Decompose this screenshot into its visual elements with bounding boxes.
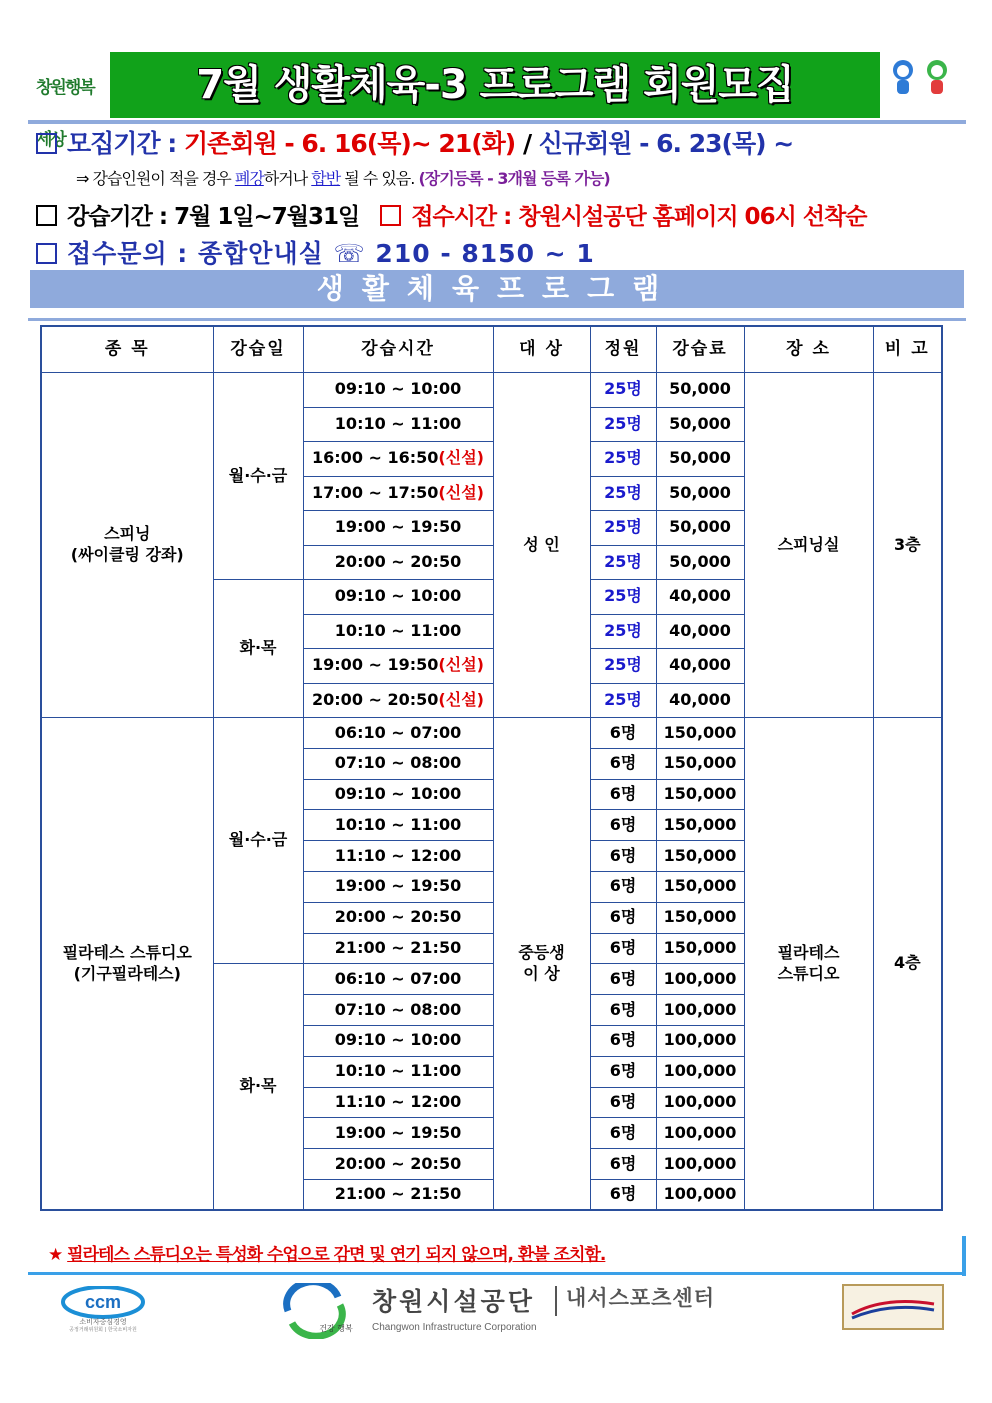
capacity-cell: 6명 (590, 841, 656, 872)
table-header-row (41, 326, 942, 373)
program-table (40, 325, 943, 1211)
place-cell (744, 373, 873, 718)
program-subname: (싸이클링 강좌) (70, 545, 184, 564)
capacity-cell: 6명 (590, 933, 656, 964)
class-time-cell (303, 683, 493, 718)
header-cell: 비 고 (873, 326, 942, 373)
fee-cell: 150,000 (656, 810, 744, 841)
divider (28, 318, 966, 321)
class-time: 07:10 ~ 08:00 (334, 999, 462, 1019)
program-name-cell (41, 718, 213, 1211)
recruit-period: 모집기간 : 기존회원 - 6. 16(목)~ 21(화) / 신규회원 - 6. 23(목) ~ (36, 124, 793, 160)
capacity-cell: 25명 (590, 442, 656, 477)
fee-cell: 50,000 (656, 407, 744, 442)
header-cell: 대 상 (493, 326, 590, 373)
fee-cell: 40,000 (656, 649, 744, 684)
class-time-cell (303, 580, 493, 615)
class-time-cell (303, 995, 493, 1026)
refund-note: ★ 필라테스 스튜디오는 특성화 수업으로 감면 및 연기 되지 않으며, 환불 조치함. (48, 1245, 606, 1265)
capacity-cell: 6명 (590, 779, 656, 810)
class-time-cell (303, 841, 493, 872)
fee-cell: 100,000 (656, 1087, 744, 1118)
note-cell: 3층 (873, 373, 942, 718)
capacity-cell: 6명 (590, 964, 656, 995)
divider (28, 1272, 966, 1275)
new-class-tag: (신설) (438, 655, 484, 675)
checkbox-icon (36, 243, 57, 264)
fee-cell: 150,000 (656, 748, 744, 779)
place-cell (744, 718, 873, 1211)
fee-cell: 50,000 (656, 442, 744, 477)
fee-cell: 100,000 (656, 1025, 744, 1056)
capacity-cell: 6명 (590, 1087, 656, 1118)
class-time: 20:00 ~ 20:50 (334, 1153, 462, 1173)
capacity-cell: 25명 (590, 476, 656, 511)
class-time: 10:10 ~ 11:00 (334, 814, 462, 834)
place: 스피닝실 (777, 534, 840, 554)
target: 중등생 (518, 942, 565, 962)
table-row (41, 718, 942, 749)
center-name: 내서스포츠센터 (566, 1286, 716, 1310)
class-time-cell (303, 407, 493, 442)
capacity-cell: 6명 (590, 810, 656, 841)
program-name: 필라테스 스튜디오 (62, 942, 192, 962)
header-cell: 강습료 (656, 326, 744, 373)
target-cell (493, 718, 590, 1211)
class-time-cell (303, 1056, 493, 1087)
target: 성 인 (523, 534, 560, 554)
class-time-cell (303, 1149, 493, 1180)
place: 필라테스 (777, 942, 840, 962)
class-time-cell (303, 476, 493, 511)
corporation-logo-icon (278, 1283, 354, 1339)
capacity-cell: 6명 (590, 1056, 656, 1087)
city-logo: 창원행복세상 (36, 78, 94, 150)
class-time-cell (303, 810, 493, 841)
fee-cell: 100,000 (656, 1179, 744, 1210)
class-time: 09:10 ~ 10:00 (334, 379, 462, 399)
fee-cell: 100,000 (656, 1149, 744, 1180)
divider (555, 1286, 557, 1316)
recruit-notice: ⇒ 강습인원이 적을 경우 폐강하거나 합반 될 수 있음. (장기등록 - 3개월 등록 가능) (76, 169, 610, 188)
fee-cell: 100,000 (656, 1118, 744, 1149)
fee-cell: 100,000 (656, 1056, 744, 1087)
note-cell: 4층 (873, 718, 942, 1211)
class-time: 10:10 ~ 11:00 (334, 1061, 462, 1081)
capacity-cell: 6명 (590, 1179, 656, 1210)
place-line2: 스튜디오 (777, 963, 840, 983)
organization-name: 창원시설공단 (372, 1287, 535, 1316)
class-time-cell (303, 614, 493, 649)
svg-text:공정거래위원회 | 한국소비자원: 공정거래위원회 | 한국소비자원 (69, 1327, 137, 1332)
capacity-cell: 25명 (590, 511, 656, 546)
class-time: 17:00 ~ 17:50 (312, 482, 439, 502)
class-time-cell (303, 1179, 493, 1210)
capacity-cell: 6명 (590, 871, 656, 902)
class-days-cell: 월·수·금 (213, 718, 303, 964)
class-time: 10:10 ~ 11:00 (334, 620, 462, 640)
capacity-cell: 25명 (590, 545, 656, 580)
capacity-cell: 25명 (590, 580, 656, 615)
capacity-cell: 6명 (590, 748, 656, 779)
header-cell: 종 목 (41, 326, 213, 373)
svg-text:소비자중심경영: 소비자중심경영 (79, 1318, 127, 1326)
fee-cell: 150,000 (656, 718, 744, 749)
class-time: 10:10 ~ 11:00 (334, 413, 462, 433)
fee-cell: 150,000 (656, 841, 744, 872)
capacity-cell: 6명 (590, 1025, 656, 1056)
class-days-cell: 화·목 (213, 580, 303, 718)
capacity-cell: 25명 (590, 373, 656, 408)
class-time: 21:00 ~ 21:50 (334, 1184, 462, 1204)
class-time: 20:00 ~ 20:50 (312, 689, 439, 709)
page-title: 7월 생활체육-3 프로그램 회원모집 (110, 52, 880, 118)
class-time-cell (303, 373, 493, 408)
new-class-tag: (신설) (438, 482, 484, 502)
class-time-cell (303, 933, 493, 964)
class-time: 11:10 ~ 12:00 (334, 1092, 462, 1112)
capacity-cell: 25명 (590, 407, 656, 442)
fee-cell: 150,000 (656, 902, 744, 933)
class-time: 09:10 ~ 10:00 (334, 586, 462, 606)
class-time: 06:10 ~ 07:00 (334, 722, 462, 742)
class-time-cell (303, 1087, 493, 1118)
header-cell: 장 소 (744, 326, 873, 373)
program-name-cell (41, 373, 213, 718)
class-time: 16:00 ~ 16:50 (312, 448, 439, 468)
table-row (41, 373, 942, 408)
capacity-cell: 25명 (590, 614, 656, 649)
fee-cell: 40,000 (656, 580, 744, 615)
capacity-cell: 25명 (590, 683, 656, 718)
class-time-cell (303, 871, 493, 902)
class-time: 06:10 ~ 07:00 (334, 968, 462, 988)
capacity-cell: 6명 (590, 1118, 656, 1149)
contact-info: 접수문의 : 종합안내실 ☏ 210 - 8150 ~ 1 (36, 234, 595, 270)
mascot-icon (922, 58, 952, 98)
class-time-cell (303, 649, 493, 684)
fee-cell: 40,000 (656, 614, 744, 649)
class-time: 09:10 ~ 10:00 (334, 784, 462, 804)
svg-text:ccm: ccm (84, 1292, 122, 1312)
class-time: 19:00 ~ 19:50 (334, 1122, 462, 1142)
header-cell: 정원 (590, 326, 656, 373)
class-time-cell (303, 1025, 493, 1056)
class-days-cell: 월·수·금 (213, 373, 303, 580)
mascot-icon (888, 58, 918, 98)
capacity-cell: 6명 (590, 995, 656, 1026)
class-time-cell (303, 748, 493, 779)
fee-cell: 150,000 (656, 871, 744, 902)
fee-cell: 150,000 (656, 933, 744, 964)
checkbox-icon (36, 205, 57, 226)
capacity-cell: 6명 (590, 718, 656, 749)
class-time: 09:10 ~ 10:00 (334, 1030, 462, 1050)
fee-cell: 150,000 (656, 779, 744, 810)
class-time-cell (303, 545, 493, 580)
class-time-cell (303, 902, 493, 933)
header-cell: 강습시간 (303, 326, 493, 373)
program-banner: 생활체육프로그램 (30, 270, 964, 308)
organization-subtitle: Changwon Infrastructure Corporation (372, 1322, 537, 1333)
program-subname: (기구필라테스) (73, 963, 181, 983)
ccm-logo (56, 1286, 150, 1332)
target-cell (493, 373, 590, 718)
class-time: 19:00 ~ 19:50 (334, 517, 462, 537)
class-time-cell (303, 718, 493, 749)
class-time: 07:10 ~ 08:00 (334, 753, 462, 773)
checkbox-icon (36, 133, 57, 154)
fee-cell: 50,000 (656, 545, 744, 580)
class-time: 20:00 ~ 20:50 (334, 551, 462, 571)
capacity-cell: 25명 (590, 649, 656, 684)
class-time: 20:00 ~ 20:50 (334, 907, 462, 927)
divider (962, 1236, 966, 1276)
svg-text:건강 행복: 건강 행복 (319, 1324, 353, 1333)
class-time: 11:10 ~ 12:00 (334, 845, 462, 865)
capacity-cell: 6명 (590, 902, 656, 933)
capacity-cell: 6명 (590, 1149, 656, 1180)
class-time: 19:00 ~ 19:50 (334, 876, 462, 896)
class-time: 19:00 ~ 19:50 (312, 655, 439, 675)
class-time-cell (303, 442, 493, 477)
fee-cell: 50,000 (656, 511, 744, 546)
new-class-tag: (신설) (438, 689, 484, 709)
fee-cell: 40,000 (656, 683, 744, 718)
class-time-cell (303, 511, 493, 546)
checkbox-icon (380, 205, 401, 226)
fee-cell: 50,000 (656, 373, 744, 408)
program-name: 스피닝 (104, 524, 151, 544)
header-cell: 강습일 (213, 326, 303, 373)
fee-cell: 100,000 (656, 995, 744, 1026)
class-days-cell: 화·목 (213, 964, 303, 1210)
fee-cell: 50,000 (656, 476, 744, 511)
certification-badge-icon (842, 1284, 944, 1330)
target-line2: 이 상 (523, 963, 560, 983)
fee-cell: 100,000 (656, 964, 744, 995)
class-time-cell (303, 1118, 493, 1149)
class-time-cell (303, 964, 493, 995)
class-time: 21:00 ~ 21:50 (334, 938, 462, 958)
class-period: 강습기간 : 7월 1일~7월31일 접수시간 : 창원시설공단 홈페이지 06시 선착순 (36, 198, 866, 231)
new-class-tag: (신설) (438, 448, 484, 468)
class-time-cell (303, 779, 493, 810)
